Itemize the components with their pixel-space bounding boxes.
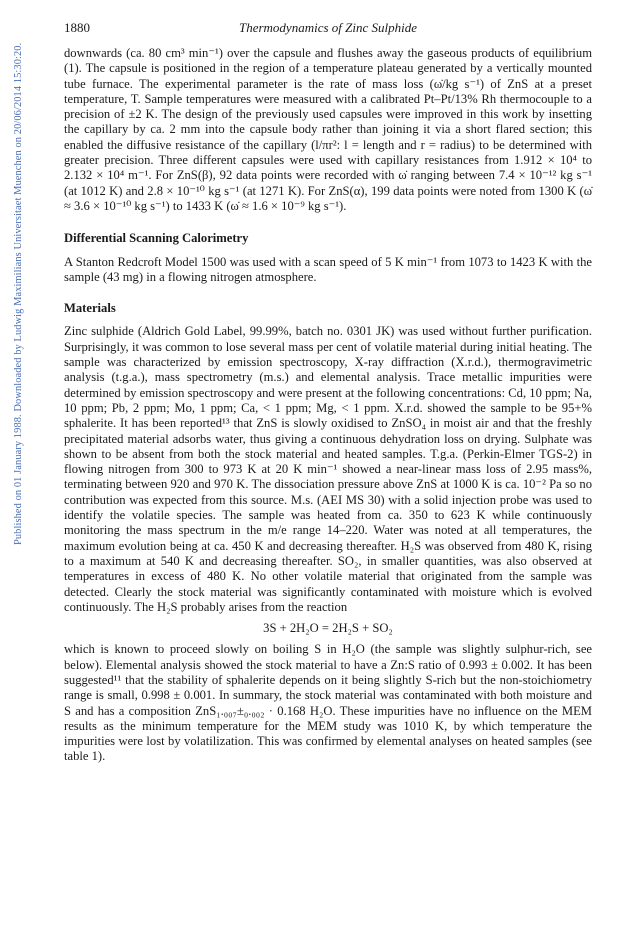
paragraph-materials: Zinc sulphide (Aldrich Gold Label, 99.99%, batch no. 0301 JK) was used without further purification. Surprisingly, it was common to lose several mass per cent of volatile material during initial heating. The sample was characterized by emission spectroscopy, X-ray diffraction (X.r.d.), thermogravimetric analysis (t.g.a.), mass spectrometry (m.s.) and elemental analysis. Trace metallic impurities were determined by emission spectroscopy and were present at the following concentrations: Cd, 10 ppm; Na, 10 ppm; Pb, 2 ppm; Mo, 1 ppm; Ca, < 1 ppm; Mg, < 1 ppm. X.r.d. showed the sample to be 95+% sphalerite. It has been reported¹³ that ZnS is slowly oxidised to ZnSO₄ in moist air and that the freshly precipitated material adsorbs water, thus giving a continuous dehydration loss on drying. Sulphate was shown to be absent from both the stock material and heated samples. T.g.a. (Perkin-Elmer TGS-2) in flowing nitrogen from 300 to 973 K at 20 K min⁻¹ showed a near-linear mass loss of 2.95 mass%, terminating between 920 and 970 K. The dissociation pressure above ZnS at 1000 K is ca. 10⁻² Pa so no contribution was expected from this source. M.s. (AEI MS 30) with a solid injection probe was used to identify the volatile species. The sample was heated from ca. 350 to 623 K while continuously monitoring the mass spectrum in the m/e range 14–220. Water was noted at all temperatures, the maximum evolution being at ca. 450 K and decreasing thereafter. H₂S was observed from 480 K, rising to a maximum at 540 K and decreasing thereafter. SO₂, in smaller quantities, was also observed at temperatures in excess of 480 K. No other volatile material that originated from the sample was detected. Clearly the stock material was significantly contaminated with moisture which is evolved continuously. The H₂S probably arises from the reaction [64,324,592,614]
heading-dsc: Differential Scanning Calorimetry [64,231,249,246]
reaction-equation: 3S + 2H₂O = 2H₂S + SO₂ [263,621,393,636]
running-title: Thermodynamics of Zinc Sulphide [238,20,417,35]
download-watermark [6,25,24,545]
paper-page [64,20,592,765]
paragraph-method-continued: downwards (ca. 80 cm³ min⁻¹) over the capsule and flushes away the gaseous products of equilibrium (1). The capsule is positioned in the region of a temperature plateau generated by a vertically mounted tube furnace. The experimental parameter is the rate of mass loss (ω̇/kg s⁻¹) of ZnS at a preset temperature, T. Sample temperatures were measured with a calibrated Pt–Pt/13% Rh thermocouple to a precision of ±2 K. The design of the previously used capsules were improved in this work by insetting the capillary by ca. 2 mm into the capsule body rather than joining it via a short flared section; this enabled the diffusive resistance of the capillary (l/πr²: l = length and r = radius) to be determined with greater precision. Three different capsules were used with capillary resistances from 1.912 × 10⁴ to 2.132 × 10⁴ m⁻¹. For ZnS(β), 92 data points were recorded with ω̇ ranging between 7.4 × 10⁻¹² kg s⁻¹ (at 1012 K) and 2.8 × 10⁻¹⁰ kg s⁻¹ (at 1271 K). For ZnS(α), 199 data points were noted from 1300 K (ω̇ ≈ 3.6 × 10⁻¹⁰ kg s⁻¹) to 1433 K (ω̇ ≈ 1.6 × 10⁻⁹ kg s⁻¹). [64,46,592,213]
download-notice: Published on 01 January 1988. Downloaded by Ludwig Maximilians Universitaet Muenchen on 20/06/2014 15:30:20. [13,42,24,545]
page-number: 1880 [64,20,90,35]
paragraph-after-equation: which is known to proceed slowly on boiling S in H₂O (the sample was slightly sulphur-rich, see below). Elemental analysis showed the stock material to have a Zn:S ratio of 0.993 ± 0.002. It has been suggested¹¹ that the stability of sphalerite depends on it being slightly S-rich but the non-stoichiometry range is small, 0.998 ± 0.001. In summary, the stock material was contaminated with both moisture and S and has a composition ZnS₁.₀₀₇±₀.₀₀₂ · 0.168 H₂O. These impurities have no influence on the MEM results as the minimum temperature for the MEM study was 1010 K, by which temperature the impurities were lost by volatilization. This was confirmed by elemental analyses on heated samples (see table 1). [64,642,592,764]
running-header [64,20,592,36]
heading-materials: Materials [64,301,116,316]
paragraph-dsc: A Stanton Redcroft Model 1500 was used with a scan speed of 5 K min⁻¹ from 1073 to 1423 K with the sample (43 mg) in a flowing nitrogen atmosphere. [64,254,592,284]
